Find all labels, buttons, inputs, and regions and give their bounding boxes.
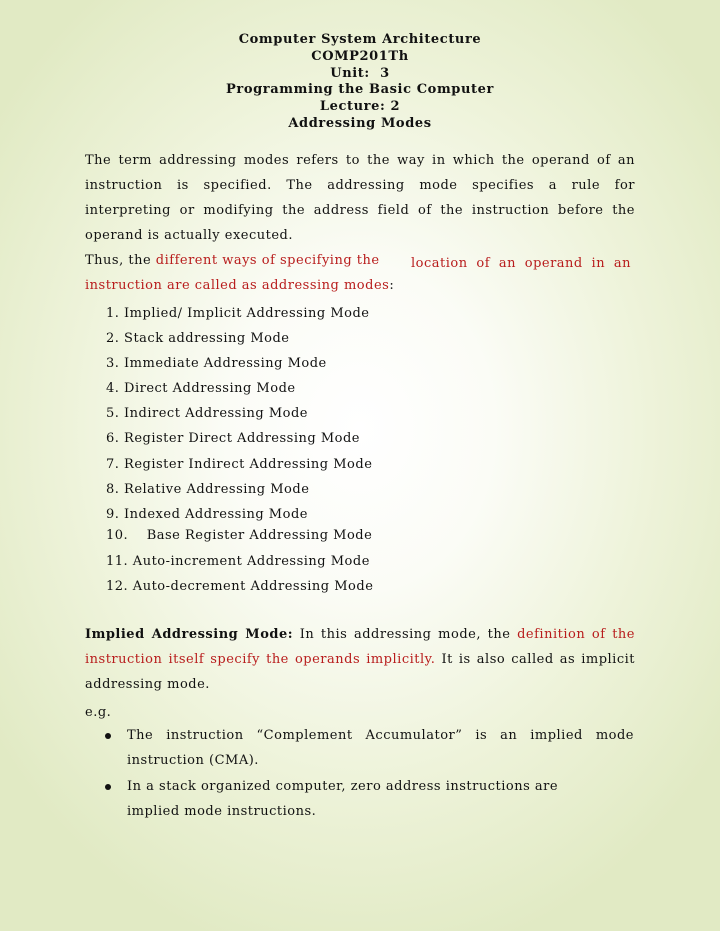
list-item: 1. Implied/ Implicit Addressing Mode <box>106 306 370 321</box>
thus-red-phrase-1: different ways of specifying the <box>155 253 380 268</box>
list-item: 3. Immediate Addressing Mode <box>106 356 327 371</box>
bullet-dot <box>105 733 111 739</box>
implied-text-1: In this addressing mode, the <box>293 627 518 642</box>
implied-mode-paragraph <box>85 622 635 697</box>
unit-title: Programming the Basic Computer <box>226 82 494 98</box>
lecture-number: Lecture: 2 <box>319 99 401 115</box>
course-title: Computer System Architecture <box>238 32 482 47</box>
thus-prefix: Thus, the <box>85 253 156 268</box>
thus-red-phrase-3: instruction are called as addressing modes <box>85 278 390 293</box>
list-item: 2. Stack addressing Mode <box>106 331 290 346</box>
list-item: 7. Register Indirect Addressing Mode <box>106 457 373 472</box>
thus-line-end <box>85 278 394 294</box>
course-code: COMP201Th <box>311 48 409 64</box>
list-item: 11. Auto-increment Addressing Mode <box>106 554 370 569</box>
document-header <box>0 32 720 133</box>
thus-line-start <box>85 253 380 269</box>
unit-number: Unit: 3 <box>330 65 390 81</box>
thus-red-phrase-2: location of an operand in an <box>411 256 631 271</box>
intro-paragraph: The term addressing modes refers to the way in which the operand of an instruction is specified. The addressing mode specifies a rule for interpreting or modifying the address field of the instruction before the operand is actually executed. <box>85 153 635 243</box>
bullet-item: The instruction “Complement Accumulator” is an implied mode instruction (CMA). <box>127 728 634 768</box>
list-item: 5. Indirect Addressing Mode <box>106 406 308 421</box>
thus-suffix: : <box>389 278 395 293</box>
example-label: e.g. <box>85 705 112 720</box>
list-item: 4. Direct Addressing Mode <box>106 381 296 396</box>
list-item: 9. Indexed Addressing Mode <box>106 507 308 522</box>
bullet-item: In a stack organized computer, zero address instructions are implied mode instructions. <box>127 779 559 819</box>
bullet-dot <box>105 784 111 790</box>
list-item: 10. Base Register Addressing Mode <box>106 528 373 543</box>
implied-red-text: definition of the instruction itself specify the operands implicitly. <box>85 627 635 667</box>
list-item: 6. Register Direct Addressing Mode <box>106 431 360 446</box>
list-item: 12. Auto-decrement Addressing Mode <box>106 579 374 594</box>
list-item: 8. Relative Addressing Mode <box>106 482 310 497</box>
lecture-title: Addressing Modes <box>288 115 432 131</box>
implied-mode-heading: Implied Addressing Mode: <box>85 627 294 642</box>
implied-text-2: It is also called as implicit addressing mode. <box>85 652 635 692</box>
